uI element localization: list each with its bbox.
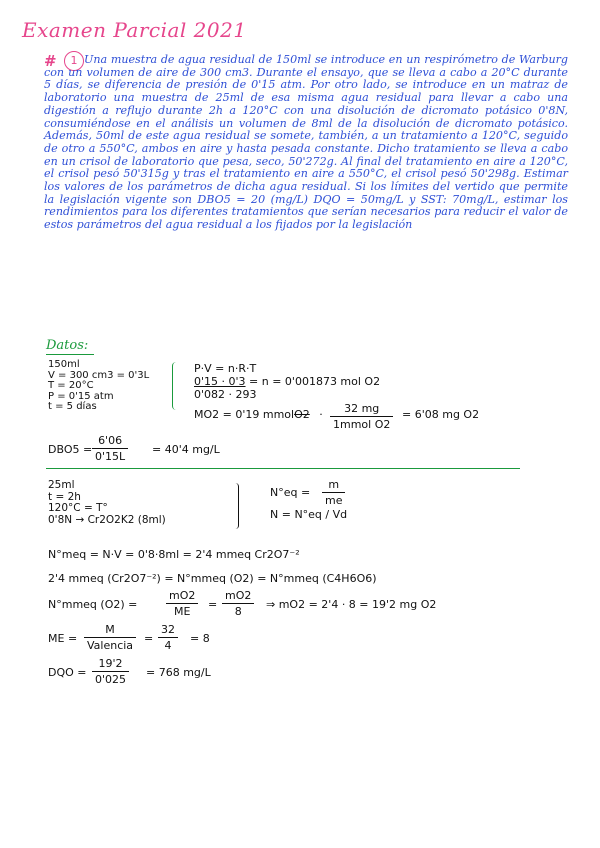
fraction-bar <box>92 671 129 672</box>
data-item: 120°C = T° <box>48 502 108 514</box>
dbo-label: DBO5 = <box>48 443 93 456</box>
fraction-bar <box>84 637 136 638</box>
o2-label: N°mmeq (O2) = <box>48 598 138 611</box>
dqo-fraction <box>92 657 129 686</box>
brace-1 <box>172 362 181 410</box>
mass-o2-fraction <box>330 402 393 431</box>
datos-label: Datos: <box>46 338 89 353</box>
data-item: 0'8N → Cr2O2K2 (8ml) <box>48 513 166 526</box>
section-separator <box>46 468 520 469</box>
meq-dichromate: N°meq = N·V = 0'8·8ml = 2'4 mmeq Cr2O7⁻² <box>48 548 300 561</box>
fraction-bar <box>158 637 178 638</box>
fraction-bar <box>330 416 393 417</box>
moles-numerator: 0'15 · 0'3 <box>194 375 246 388</box>
dbo-den: 0'15L <box>95 450 126 463</box>
o2-num-1: mO2 <box>169 589 196 602</box>
o2-equals: = <box>208 598 218 611</box>
me-fraction-1 <box>84 623 136 652</box>
data-item: t = 2h <box>48 490 81 503</box>
me-den-2: 4 <box>164 639 172 652</box>
o2-fraction-1 <box>166 589 198 618</box>
neq-num: m <box>328 478 340 491</box>
data-item: 25ml <box>48 479 75 491</box>
normality-equation: N = N°eq / Vd <box>270 508 348 521</box>
data-item: V = 300 cm3 = 0'3L <box>48 369 150 381</box>
mass-o2-cancelled: O2 <box>294 408 310 421</box>
neq-fraction <box>322 478 345 507</box>
fraction-bar <box>322 492 345 493</box>
moles-calc <box>194 375 380 388</box>
data-item: T = 20°C <box>48 380 94 392</box>
o2-num-2: mO2 <box>225 589 252 602</box>
dqo-den: 0'025 <box>95 673 127 686</box>
question-hash: # <box>44 52 57 70</box>
me-label: ME = <box>48 632 78 645</box>
dbo-num: 6'06 <box>98 434 123 447</box>
problem-statement: Una muestra de agua residual de 150ml se introduce en un respirómetro de Warburg con un volumen de aire de 300 cm3. Durante el ensayo, que se lleva a cabo a 20°C durante 5 días, se diferencia de presión de 0'15 atm. Por otro lado, se introduce en un matraz de laboratorio una muestra de 25ml de esa misma agua residual para llevar a cabo una digestión a reflujo durante 2h a 120°C con una disolución de dicromato potásico 0'8N, consumiéndose en el análisis un volumen de 8ml de la disolución de dicromato potásico. Además, 50ml de este agua residual se somete, también, a un tratamiento a 120°C, seguido de otro a 550°C, ambos en aire y hasta pesada constante. Dicho tratamiento se lleva a cabo en un crisol de laboratorio que pesa, seco, 50'272g. Al final del tratamiento en aire a 120°C, el crisol pesó 50'315g y tras el tratamiento en aire a 550°C, el crisol pesó 50'298g. Estimar los valores de los parámetros de dicha agua residual. Si los límites del vertido que permite la legislación vigente son DBO5 = 20 (mg/L) DQO = 50mg/L y SST: 70mg/L, estimar los rendimientos para los diferentes tratamientos que serían necesarios para reducir el valor de estos parámetros del agua residual a los fijados por la legislación <box>44 53 568 232</box>
data-item: t = 5 días <box>48 401 97 413</box>
brace-2 <box>232 483 239 529</box>
data-item: P = 0'15 atm <box>48 390 114 402</box>
datos-underline <box>46 354 94 355</box>
moles-denominator: 0'082 · 293 <box>194 388 257 401</box>
dqo-label: DQO = <box>48 666 87 679</box>
meq-equivalence: 2'4 mmeq (Cr2O7⁻²) = N°mmeq (O2) = N°mmeq (C4H6O6) <box>48 572 377 585</box>
mass-o2-result: = 6'08 mg O2 <box>402 408 480 421</box>
neq-label: N°eq = <box>270 486 311 499</box>
mass-o2-dot: · <box>319 408 323 421</box>
data-list-1 <box>48 360 149 413</box>
me-den-1: Valencia <box>87 639 134 652</box>
dqo-num: 19'2 <box>98 657 123 670</box>
dbo-fraction <box>92 434 128 463</box>
me-fraction-2 <box>158 623 178 652</box>
dqo-result: = 768 mg/L <box>146 666 211 679</box>
me-equals: = <box>144 632 154 645</box>
dbo-result: = 40'4 mg/L <box>152 443 220 456</box>
o2-den-1: ME <box>173 605 191 618</box>
mass-o2-calc <box>194 408 329 421</box>
mass-o2-fraction-den: 1mmol O2 <box>333 418 391 431</box>
me-num-2: 32 <box>161 623 175 636</box>
me-result: = 8 <box>190 632 210 645</box>
data-item: 150ml <box>48 359 80 370</box>
moles-result: = n = 0'001873 mol O2 <box>249 375 381 388</box>
mass-o2-left: MO2 = 0'19 mmol <box>194 408 295 421</box>
neq-den: me <box>325 494 343 507</box>
o2-den-2: 8 <box>234 605 242 618</box>
fraction-bar <box>222 603 254 604</box>
o2-result: ⇒ mO2 = 2'4 · 8 = 19'2 mg O2 <box>266 598 437 611</box>
ideal-gas-equation: P·V = n·R·T <box>194 362 257 375</box>
page-title: Examen Parcial 2021 <box>22 18 247 42</box>
data-list-2 <box>48 480 166 526</box>
fraction-bar <box>92 448 128 449</box>
me-num-1: M <box>105 623 115 636</box>
question-number: 1 <box>64 51 84 71</box>
mass-o2-fraction-num: 32 mg <box>344 402 380 415</box>
o2-fraction-2 <box>222 589 254 618</box>
fraction-bar <box>166 603 198 604</box>
